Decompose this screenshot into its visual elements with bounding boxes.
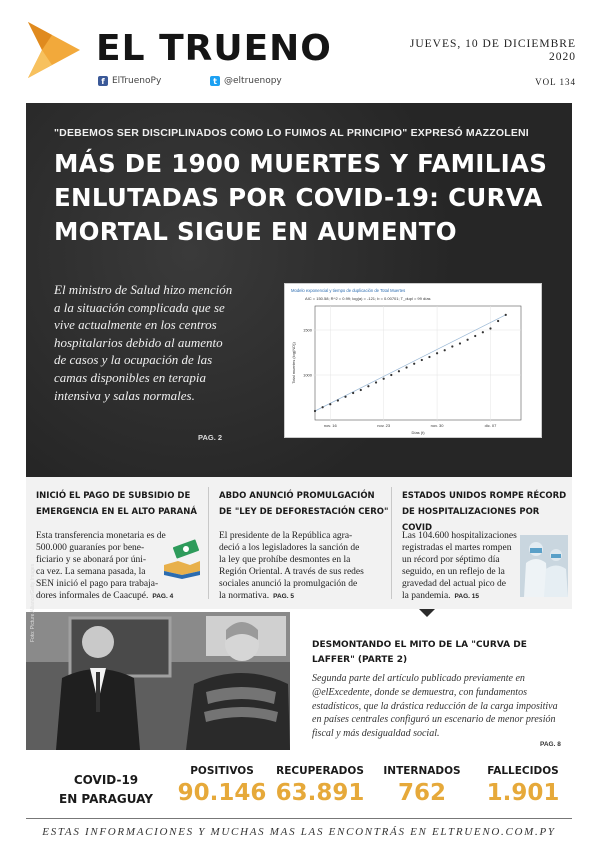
brief-body: Las 104.600 hospitalizaciones registradas el martes rompen un récord por séptimo día seguido, en un reflejo de la gravedad del actual pico de la pandemia. PAG. 15 [402,531,517,601]
brief-page-ref: PAG. 15 [454,593,479,600]
chart-point [489,327,491,329]
story-page-ref: PAG. 8 [540,741,561,748]
brief-deforestation[interactable] [209,477,391,609]
brief-headline[interactable]: INICIÓ EL PAGO DE SUBSIDIO DE EMERGENCIA EN EL ALTO PARANÁ [36,491,197,517]
chart-point [444,349,446,351]
twitter-icon: t [210,76,220,86]
brief-page-ref: PAG. 5 [273,593,294,600]
chart-point [451,345,453,347]
brief-us-hospitalizations[interactable] [392,477,572,609]
lead-headline[interactable]: MÁS DE 1900 MUERTES Y FAMILIAS ENLUTADAS POR COVID-19: CURVA MORTAL SIGUE EN AUMENTO [54,149,548,246]
lead-kicker: "DEBEMOS SER DISCIPLINADOS COMO LO FUIMOS AL PRINCIPIO" EXPRESÓ MAZZOLENI [54,127,529,139]
chart-point [421,359,423,361]
brief-subsidy[interactable] [26,477,208,609]
issue-date: JUEVES, 10 DE DICIEMBRE 2020 [409,38,576,63]
section-pointer [419,609,435,617]
facebook-handle: ElTruenoPy [112,76,162,86]
chart-x-tick-label: nov. 30 [430,423,444,428]
story-headline[interactable]: DESMONTANDO EL MITO DE LA "CURVA DE LAFFER" (PARTE 2) [312,640,527,665]
photo-credit: Foto: Picture Alliance/Getty Images [30,563,36,642]
chart-y-tick-label: 1500 [303,327,312,333]
chart-point [428,356,430,358]
chart-point [352,392,354,394]
facebook-icon: f [98,76,108,86]
chart-point [322,406,324,408]
chart-x-tick-label: nov. 23 [377,423,391,428]
story-summary: Segunda parte del artículo publicado previamente en @elExcedente, donde se demuestra, con fundamentos estadísticos, que la drástica reducción de la carga impositiva en países centrales configuró un escenario de menor presión fiscal y más desigualdad social. [312,673,558,740]
chart-point [344,396,346,398]
chart-point [383,378,385,380]
lead-story[interactable] [26,103,572,477]
chart-point [436,352,438,354]
cash-hand-icon [162,539,202,579]
twitter-link[interactable] [210,76,282,86]
photo-illustration [26,612,290,750]
chart-point [497,320,499,322]
deaths-chart [284,283,542,438]
chart-point [375,381,377,383]
chart-x-axis-label: Días (t) [411,430,425,435]
volume-number: VOL 134 [535,77,576,87]
chart-title: Modelo exponencial y tiempo de duplicación de Total Muertes [291,288,406,293]
chart-point [413,363,415,365]
chart-point [337,399,339,401]
masthead-title: EL TRUENO [96,28,332,69]
chart-point [505,314,507,316]
stat-fallecidos: FALLECIDOS 1.901 [486,765,560,806]
brief-page-ref: PAG. 4 [152,593,174,600]
chart-point [314,410,316,412]
news-briefs [26,477,572,609]
chart-x-tick-label: dic. 07 [484,423,497,428]
covid-stats-label: COVID-19 EN PARAGUAY [59,773,153,806]
chart-point [482,331,484,333]
chart-y-axis-label: Total muertes (log(ND)) [291,342,296,384]
chart-point [398,370,400,372]
el-trueno-logo[interactable] [22,18,86,82]
chart-point [405,366,407,368]
brief-body: El presidente de la República agra- deció a los legisladores la sanción de la ley que prohíbe desmontes en la Región Oriental. A través de sus redes sociales anunció la promulgación de la normativa. PAG. 5 [219,531,364,601]
chart-point [360,389,362,391]
brief-headline[interactable]: ABDO ANUNCIÓ PROMULGACIÓN DE "LEY DE DEFORESTACIÓN CERO" [219,491,389,517]
chart-point [474,335,476,337]
lead-page-ref: PAG. 2 [198,433,223,442]
chart-point [466,339,468,341]
chart-point [367,385,369,387]
health-workers-photo [520,535,568,597]
chart-y-tick-label: 1000 [303,372,312,378]
twitter-handle: @eltruenopy [224,76,282,86]
chart-point [459,342,461,344]
chart-point [390,374,392,376]
chart-point [329,403,331,405]
stat-positivos: POSITIVOS 90.146 [177,765,267,806]
brief-body: Esta transferencia monetaria es de 500.000 guaraníes por bene- ficiario y se abonará por úni- ca vez. La semana pasada, la SEN inició el pago para trabaja- dores informales de Caacupé. PAG. 4 [36,531,174,601]
footer-cta[interactable]: ESTAS INFORMACIONES Y MUCHAS MAS LAS ENCONTRÁS EN ELTRUENO.COM.PY [42,826,556,838]
stat-internados: INTERNADOS 762 [383,765,461,806]
facebook-link[interactable] [98,76,161,86]
chart-subtitle: AIC = 150.58; R^2 = 0.99; log(a) = -121; b = 0.00701; T_dupl = 99 días [305,296,431,301]
chart-x-tick-label: nov. 16 [323,423,337,428]
deaths-chart-svg [285,284,543,439]
stat-recuperados: RECUPERADOS 63.891 [275,765,365,806]
lead-summary: El ministro de Salud hizo mención a la situación complicada que se vive actualmente en los centros hospitalarios debido al aumento de casos y la ocupación de las camas disponibles en terapia intensiva y salas normales. [54,282,233,403]
brief-headline[interactable]: ESTADOS UNIDOS ROMPE RÉCORD DE HOSPITALIZACIONES POR COVID [402,491,567,533]
footer-rule [26,818,572,819]
